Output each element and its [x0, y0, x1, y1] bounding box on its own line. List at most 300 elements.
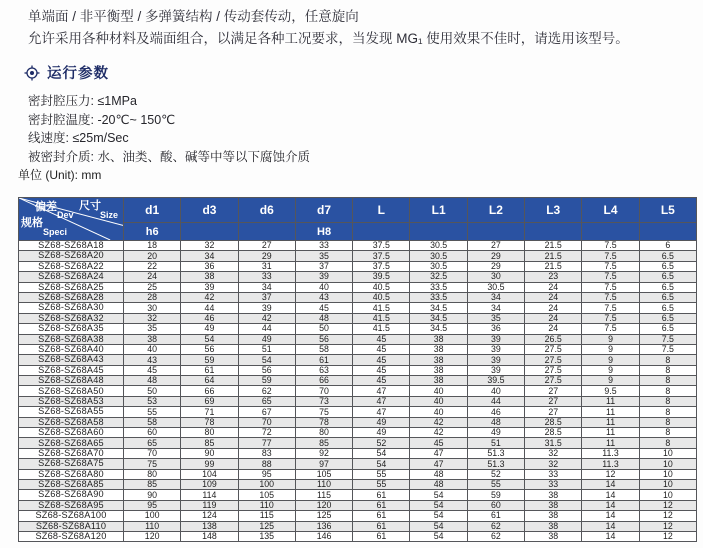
model-cell: SZ68-SZ68A48 — [19, 376, 124, 386]
value-cell: 71 — [181, 407, 238, 417]
value-cell: 14 — [582, 531, 639, 541]
value-cell: 7.5 — [582, 303, 639, 313]
col-header-L4: L4 — [582, 198, 639, 223]
value-cell: 34 — [467, 303, 524, 313]
value-cell: 27 — [238, 241, 295, 251]
sub-header-empty — [238, 223, 295, 241]
value-cell: 61 — [353, 531, 410, 541]
value-cell: 54 — [410, 500, 467, 510]
value-cell: 54 — [353, 448, 410, 458]
value-cell: 62 — [467, 531, 524, 541]
value-cell: 55 — [353, 469, 410, 479]
value-cell: 21.5 — [525, 241, 582, 251]
value-cell: 30 — [467, 272, 524, 282]
value-cell: 14 — [582, 500, 639, 510]
value-cell: 109 — [181, 479, 238, 489]
value-cell: 43 — [124, 355, 181, 365]
value-cell: 95 — [238, 469, 295, 479]
value-cell: 52 — [467, 469, 524, 479]
value-cell: 95 — [124, 500, 181, 510]
table-row — [19, 448, 697, 458]
value-cell: 67 — [238, 407, 295, 417]
value-cell: 34.5 — [410, 324, 467, 334]
value-cell: 124 — [181, 511, 238, 521]
value-cell: 49 — [238, 334, 295, 344]
param-temperature: 密封腔温度: -20℃~ 150℃ — [28, 112, 176, 127]
value-cell: 10 — [639, 459, 696, 469]
table-row — [19, 407, 697, 417]
model-cell: SZ68-SZ68A55 — [19, 407, 124, 417]
value-cell: 7.5 — [582, 251, 639, 261]
value-cell: 20 — [124, 251, 181, 261]
value-cell: 77 — [238, 438, 295, 448]
value-cell: 6 — [639, 241, 696, 251]
model-cell: SZ68-SZ68A25 — [19, 282, 124, 292]
model-cell: SZ68-SZ68A70 — [19, 448, 124, 458]
value-cell: 70 — [295, 386, 352, 396]
value-cell: 29 — [467, 251, 524, 261]
corner-size-en: Size — [99, 210, 118, 220]
value-cell: 125 — [238, 521, 295, 531]
value-cell: 14 — [582, 479, 639, 489]
value-cell: 34 — [467, 292, 524, 302]
value-cell: 14 — [582, 511, 639, 521]
value-cell: 40 — [410, 386, 467, 396]
col-header-L2: L2 — [467, 198, 524, 223]
value-cell: 33.5 — [410, 292, 467, 302]
value-cell: 8 — [639, 407, 696, 417]
value-cell: 7.5 — [639, 344, 696, 354]
value-cell: 50 — [295, 324, 352, 334]
value-cell: 80 — [295, 428, 352, 438]
value-cell: 59 — [181, 355, 238, 365]
col-header-d1: d1 — [124, 198, 181, 223]
value-cell: 41.5 — [353, 303, 410, 313]
value-cell: 53 — [124, 396, 181, 406]
value-cell: 48 — [410, 469, 467, 479]
value-cell: 45 — [353, 376, 410, 386]
value-cell: 78 — [181, 417, 238, 427]
value-cell: 104 — [181, 469, 238, 479]
value-cell: 38 — [181, 272, 238, 282]
value-cell: 39 — [467, 334, 524, 344]
value-cell: 105 — [295, 469, 352, 479]
value-cell: 38 — [410, 344, 467, 354]
value-cell: 49 — [353, 428, 410, 438]
value-cell: 45 — [353, 365, 410, 375]
value-cell: 115 — [238, 511, 295, 521]
value-cell: 100 — [124, 511, 181, 521]
value-cell: 7.5 — [582, 241, 639, 251]
value-cell: 24 — [525, 324, 582, 334]
table-row — [19, 376, 697, 386]
table-row — [19, 292, 697, 302]
unit-label: 单位 (Unit): mm — [18, 168, 102, 182]
section-header — [24, 62, 109, 83]
value-cell: 24 — [525, 313, 582, 323]
value-cell: 39 — [467, 365, 524, 375]
value-cell: 120 — [124, 531, 181, 541]
model-cell: SZ68-SZ68A38 — [19, 334, 124, 344]
value-cell: 32 — [525, 448, 582, 458]
model-cell: SZ68-SZ68A65 — [19, 438, 124, 448]
value-cell: 12 — [639, 500, 696, 510]
value-cell: 9 — [582, 376, 639, 386]
value-cell: 138 — [181, 521, 238, 531]
sub-header-empty — [582, 223, 639, 241]
table-row — [19, 469, 697, 479]
value-cell: 49 — [467, 428, 524, 438]
value-cell: 23 — [525, 272, 582, 282]
value-cell: 58 — [295, 344, 352, 354]
model-cell: SZ68-SZ68A35 — [19, 324, 124, 334]
value-cell: 65 — [238, 396, 295, 406]
value-cell: 50 — [124, 386, 181, 396]
value-cell: 30.5 — [410, 261, 467, 271]
model-cell: SZ68-SZ68A18 — [19, 241, 124, 251]
value-cell: 37 — [238, 292, 295, 302]
value-cell: 18 — [124, 241, 181, 251]
table-row — [19, 500, 697, 510]
value-cell: 39 — [295, 272, 352, 282]
value-cell: 12 — [582, 469, 639, 479]
value-cell: 97 — [295, 459, 352, 469]
value-cell: 39 — [238, 303, 295, 313]
table-row — [19, 511, 697, 521]
table-row — [19, 344, 697, 354]
model-cell: SZ68-SZ68A32 — [19, 313, 124, 323]
value-cell: 29 — [238, 251, 295, 261]
value-cell: 48 — [410, 479, 467, 489]
value-cell: 42 — [238, 313, 295, 323]
value-cell: 48 — [124, 376, 181, 386]
value-cell: 114 — [181, 490, 238, 500]
corner-size-cn: 尺寸 — [79, 200, 101, 212]
value-cell: 6.5 — [639, 272, 696, 282]
value-cell: 47 — [410, 459, 467, 469]
value-cell: 39.5 — [467, 376, 524, 386]
model-cell: SZ68-SZ68A85 — [19, 479, 124, 489]
value-cell: 11 — [582, 407, 639, 417]
value-cell: 55 — [353, 479, 410, 489]
value-cell: 72 — [238, 428, 295, 438]
model-cell: SZ68-SZ68A22 — [19, 261, 124, 271]
table-row — [19, 334, 697, 344]
model-cell: SZ68-SZ68A110 — [19, 521, 124, 531]
value-cell: 36 — [181, 261, 238, 271]
value-cell: 11.3 — [582, 448, 639, 458]
value-cell: 43 — [295, 292, 352, 302]
value-cell: 27 — [467, 241, 524, 251]
value-cell: 24 — [525, 303, 582, 313]
value-cell: 32 — [181, 241, 238, 251]
value-cell: 30.5 — [410, 251, 467, 261]
value-cell: 61 — [353, 521, 410, 531]
value-cell: 7.5 — [582, 313, 639, 323]
value-cell: 8 — [639, 365, 696, 375]
value-cell: 11 — [582, 396, 639, 406]
value-cell: 45 — [410, 438, 467, 448]
value-cell: 32.5 — [410, 272, 467, 282]
value-cell: 110 — [238, 500, 295, 510]
value-cell: 31.5 — [525, 438, 582, 448]
col-header-L3: L3 — [525, 198, 582, 223]
value-cell: 61 — [353, 500, 410, 510]
value-cell: 33.5 — [410, 282, 467, 292]
value-cell: 37 — [295, 261, 352, 271]
value-cell: 8 — [639, 396, 696, 406]
sub-header-empty — [639, 223, 696, 241]
value-cell: 28.5 — [525, 428, 582, 438]
value-cell: 9.5 — [582, 386, 639, 396]
value-cell: 37.5 — [353, 251, 410, 261]
value-cell: 73 — [295, 396, 352, 406]
value-cell: 110 — [295, 479, 352, 489]
value-cell: 33 — [525, 469, 582, 479]
value-cell: 44 — [181, 303, 238, 313]
value-cell: 6.5 — [639, 303, 696, 313]
value-cell: 66 — [295, 376, 352, 386]
param-media: 被密封介质: 水、油类、酸、碱等中等以下腐蚀介质 — [28, 149, 310, 164]
value-cell: 54 — [410, 521, 467, 531]
value-cell: 6.5 — [639, 292, 696, 302]
value-cell: 9 — [582, 334, 639, 344]
value-cell: 54 — [410, 511, 467, 521]
value-cell: 66 — [181, 386, 238, 396]
value-cell: 8 — [639, 417, 696, 427]
value-cell: 40 — [467, 386, 524, 396]
value-cell: 51 — [238, 344, 295, 354]
value-cell: 69 — [181, 396, 238, 406]
operating-parameters — [28, 92, 310, 166]
value-cell: 7.5 — [582, 282, 639, 292]
value-cell: 54 — [353, 459, 410, 469]
value-cell: 27.5 — [525, 344, 582, 354]
value-cell: 27 — [525, 396, 582, 406]
value-cell: 136 — [295, 521, 352, 531]
value-cell: 45 — [353, 344, 410, 354]
value-cell: 38 — [410, 376, 467, 386]
value-cell: 85 — [181, 438, 238, 448]
value-cell: 26.5 — [525, 334, 582, 344]
value-cell: 9 — [582, 365, 639, 375]
value-cell: 27.5 — [525, 376, 582, 386]
dimension-table — [18, 197, 697, 542]
sub-header-h6: h6 — [124, 223, 181, 241]
value-cell: 40.5 — [353, 282, 410, 292]
table-header — [19, 198, 697, 241]
value-cell: 14 — [582, 521, 639, 531]
value-cell: 32 — [525, 459, 582, 469]
value-cell: 49 — [353, 417, 410, 427]
value-cell: 27 — [525, 386, 582, 396]
value-cell: 11 — [582, 417, 639, 427]
table-row — [19, 521, 697, 531]
sub-header-empty — [410, 223, 467, 241]
col-header-d6: d6 — [238, 198, 295, 223]
value-cell: 39 — [467, 355, 524, 365]
value-cell: 135 — [238, 531, 295, 541]
value-cell: 10 — [639, 448, 696, 458]
value-cell: 105 — [238, 490, 295, 500]
value-cell: 47 — [410, 448, 467, 458]
value-cell: 60 — [467, 500, 524, 510]
model-cell: SZ68-SZ68A75 — [19, 459, 124, 469]
value-cell: 27 — [525, 407, 582, 417]
sub-header-empty — [353, 223, 410, 241]
value-cell: 61 — [467, 511, 524, 521]
value-cell: 37.5 — [353, 261, 410, 271]
model-cell: SZ68-SZ68A58 — [19, 417, 124, 427]
value-cell: 34.5 — [410, 313, 467, 323]
value-cell: 54 — [410, 490, 467, 500]
value-cell: 25 — [124, 282, 181, 292]
param-speed: 线速度: ≤25m/Sec — [28, 131, 129, 145]
value-cell: 51 — [467, 438, 524, 448]
value-cell: 83 — [238, 448, 295, 458]
intro-paragraph — [28, 6, 678, 50]
model-cell: SZ68-SZ68A24 — [19, 272, 124, 282]
value-cell: 46 — [467, 407, 524, 417]
value-cell: 60 — [124, 428, 181, 438]
value-cell: 62 — [467, 521, 524, 531]
value-cell: 40 — [295, 282, 352, 292]
value-cell: 51.3 — [467, 448, 524, 458]
corner-header-cell — [19, 198, 124, 241]
value-cell: 22 — [124, 261, 181, 271]
value-cell: 7.5 — [582, 324, 639, 334]
sub-header-H8: H8 — [295, 223, 352, 241]
value-cell: 99 — [181, 459, 238, 469]
corner-spec-en: Speci — [43, 227, 68, 237]
table-row — [19, 365, 697, 375]
value-cell: 35 — [467, 313, 524, 323]
value-cell: 37.5 — [353, 241, 410, 251]
value-cell: 6.5 — [639, 261, 696, 271]
value-cell: 146 — [295, 531, 352, 541]
value-cell: 49 — [181, 324, 238, 334]
value-cell: 59 — [238, 376, 295, 386]
col-header-d7: d7 — [295, 198, 352, 223]
spec-table-body — [19, 241, 697, 542]
table-row — [19, 490, 697, 500]
value-cell: 85 — [295, 438, 352, 448]
value-cell: 29 — [467, 261, 524, 271]
model-cell: SZ68-SZ68A100 — [19, 511, 124, 521]
value-cell: 36 — [467, 324, 524, 334]
value-cell: 52 — [353, 438, 410, 448]
value-cell: 10 — [639, 490, 696, 500]
value-cell: 21.5 — [525, 261, 582, 271]
value-cell: 31 — [238, 261, 295, 271]
value-cell: 88 — [238, 459, 295, 469]
value-cell: 90 — [124, 490, 181, 500]
table-row — [19, 261, 697, 271]
value-cell: 7.5 — [639, 334, 696, 344]
target-icon — [24, 65, 40, 81]
table-row — [19, 241, 697, 251]
value-cell: 7.5 — [582, 272, 639, 282]
value-cell: 46 — [181, 313, 238, 323]
value-cell: 65 — [124, 438, 181, 448]
value-cell: 42 — [410, 428, 467, 438]
value-cell: 38 — [410, 334, 467, 344]
value-cell: 8 — [639, 355, 696, 365]
value-cell: 27.5 — [525, 365, 582, 375]
model-cell: SZ68-SZ68A95 — [19, 500, 124, 510]
value-cell: 12 — [639, 521, 696, 531]
value-cell: 38 — [124, 334, 181, 344]
value-cell: 61 — [353, 511, 410, 521]
value-cell: 34 — [181, 251, 238, 261]
table-row — [19, 417, 697, 427]
value-cell: 51.3 — [467, 459, 524, 469]
table-row — [19, 396, 697, 406]
value-cell: 45 — [353, 355, 410, 365]
value-cell: 40 — [124, 344, 181, 354]
value-cell: 100 — [238, 479, 295, 489]
value-cell: 80 — [124, 469, 181, 479]
model-cell: SZ68-SZ68A90 — [19, 490, 124, 500]
value-cell: 54 — [238, 355, 295, 365]
value-cell: 40 — [410, 407, 467, 417]
sub-header-empty — [181, 223, 238, 241]
value-cell: 6.5 — [639, 324, 696, 334]
value-cell: 38 — [525, 511, 582, 521]
value-cell: 41.5 — [353, 313, 410, 323]
value-cell: 34.5 — [410, 303, 467, 313]
value-cell: 28.5 — [525, 417, 582, 427]
value-cell: 38 — [525, 500, 582, 510]
value-cell: 35 — [295, 251, 352, 261]
value-cell: 12 — [639, 511, 696, 521]
table-row — [19, 531, 697, 541]
value-cell: 58 — [124, 417, 181, 427]
value-cell: 33 — [295, 241, 352, 251]
model-cell: SZ68-SZ68A30 — [19, 303, 124, 313]
value-cell: 62 — [238, 386, 295, 396]
sub-header-empty — [525, 223, 582, 241]
value-cell: 63 — [295, 365, 352, 375]
value-cell: 40 — [410, 396, 467, 406]
value-cell: 44 — [238, 324, 295, 334]
value-cell: 54 — [410, 531, 467, 541]
table-row — [19, 272, 697, 282]
value-cell: 9 — [582, 355, 639, 365]
value-cell: 10 — [639, 469, 696, 479]
value-cell: 12 — [639, 531, 696, 541]
value-cell: 59 — [467, 490, 524, 500]
value-cell: 42 — [181, 292, 238, 302]
value-cell: 8 — [639, 386, 696, 396]
model-cell: SZ68-SZ68A43 — [19, 355, 124, 365]
value-cell: 7.5 — [582, 261, 639, 271]
table-row — [19, 438, 697, 448]
value-cell: 56 — [295, 334, 352, 344]
value-cell: 38 — [525, 531, 582, 541]
value-cell: 6.5 — [639, 313, 696, 323]
value-cell: 38 — [410, 365, 467, 375]
value-cell: 32 — [124, 313, 181, 323]
value-cell: 21.5 — [525, 251, 582, 261]
value-cell: 125 — [295, 511, 352, 521]
model-cell: SZ68-SZ68A60 — [19, 428, 124, 438]
model-cell: SZ68-SZ68A40 — [19, 344, 124, 354]
value-cell: 78 — [295, 417, 352, 427]
value-cell: 75 — [124, 459, 181, 469]
table-row — [19, 355, 697, 365]
value-cell: 47 — [353, 386, 410, 396]
